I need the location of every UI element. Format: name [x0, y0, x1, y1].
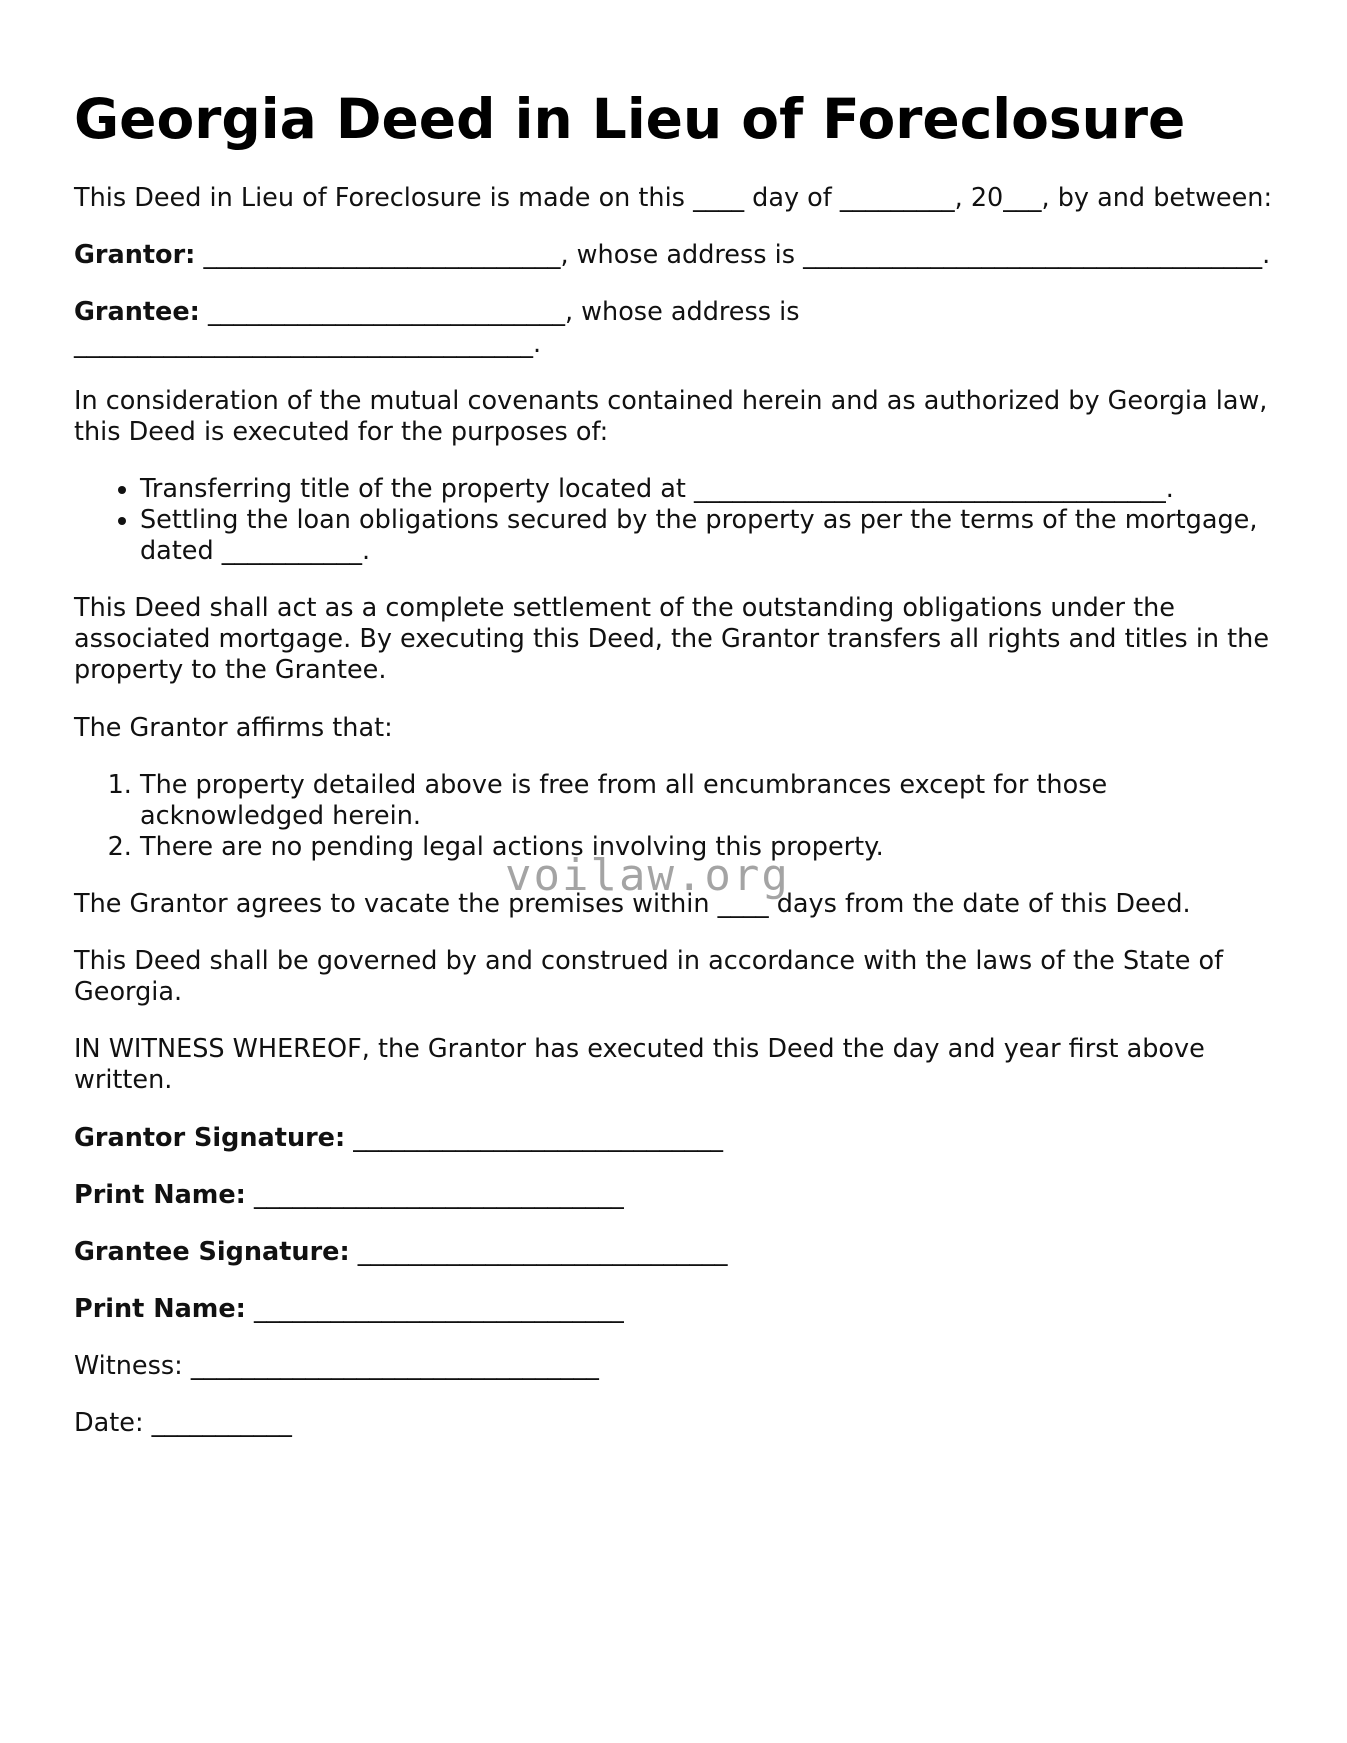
grantee-label: Grantee:: [74, 297, 200, 328]
grantor-signature-line: [74, 1123, 1274, 1154]
affirmation-item: 1. The property detailed above is free from all encumbrances except for those acknowledged herein.: [140, 770, 1274, 832]
intro-paragraph: This Deed in Lieu of Foreclosure is made on this ____ day of _________, 20___, by and between:: [74, 183, 1273, 214]
affirms-intro: The Grantor affirms that:: [74, 712, 393, 743]
grantor-label: Grantor:: [74, 240, 196, 271]
grantor-print-name-line: [74, 1180, 1274, 1211]
grantor-signature-label: Grantor Signature:: [74, 1122, 346, 1153]
grantee-text: ____________________________, whose address is ____________________________________.: [74, 297, 800, 359]
document-title: Georgia Deed in Lieu of Foreclosure: [74, 87, 1186, 151]
affirmations-list: [74, 770, 1274, 863]
witness-whereof-paragraph: IN WITNESS WHEREOF, the Grantor has executed this Deed the day and year first above written.: [74, 1034, 1205, 1096]
grantee-print-name-blank: _____________________________: [245, 1293, 624, 1324]
grantor-print-name-label: Print Name:: [74, 1179, 246, 1210]
purpose-item: • Settling the loan obligations secured by the property as per the terms of the mortgage, dated ___________.: [140, 505, 1274, 567]
watermark: voilaw.org: [505, 850, 790, 901]
grantee-signature-label: Grantee Signature:: [74, 1236, 350, 1267]
governing-law-paragraph: This Deed shall be governed by and construed in accordance with the laws of the State of Georgia.: [74, 946, 1224, 1008]
grantee-signature-line: [74, 1237, 1274, 1268]
grantor-signature-blank: _____________________________: [345, 1122, 724, 1153]
grantee-signature-blank: _____________________________: [349, 1236, 728, 1267]
grantee-print-name-label: Print Name:: [74, 1293, 246, 1324]
purposes-list: [74, 474, 1274, 567]
grantor-line: [74, 240, 1274, 271]
document-page: [74, 88, 1274, 1465]
purpose-item: • Transferring title of the property located at _____________________________________.: [140, 474, 1274, 505]
affirmation-item: 2. There are no pending legal actions involving this property.: [140, 832, 1274, 863]
settlement-paragraph: This Deed shall act as a complete settlement of the outstanding obligations under the associated mortgage. By executing this Deed, the Grantor transfers all rights and titles in the property to the Grantee.: [74, 593, 1270, 686]
grantor-text: ____________________________, whose address is ____________________________________.: [195, 240, 1271, 271]
vacate-paragraph: The Grantor agrees to vacate the premises within ____ days from the date of this Deed.: [74, 889, 1191, 919]
grantor-print-name-blank: _____________________________: [245, 1179, 624, 1210]
date-line: Date: ___________: [74, 1408, 292, 1439]
grantee-print-name-line: [74, 1294, 1274, 1325]
witness-line: Witness: ________________________________: [74, 1350, 599, 1381]
consideration-paragraph: In consideration of the mutual covenants contained herein and as authorized by Georgia law, this Deed is executed for the purposes of:: [74, 385, 1268, 447]
grantee-line: [74, 297, 1274, 359]
